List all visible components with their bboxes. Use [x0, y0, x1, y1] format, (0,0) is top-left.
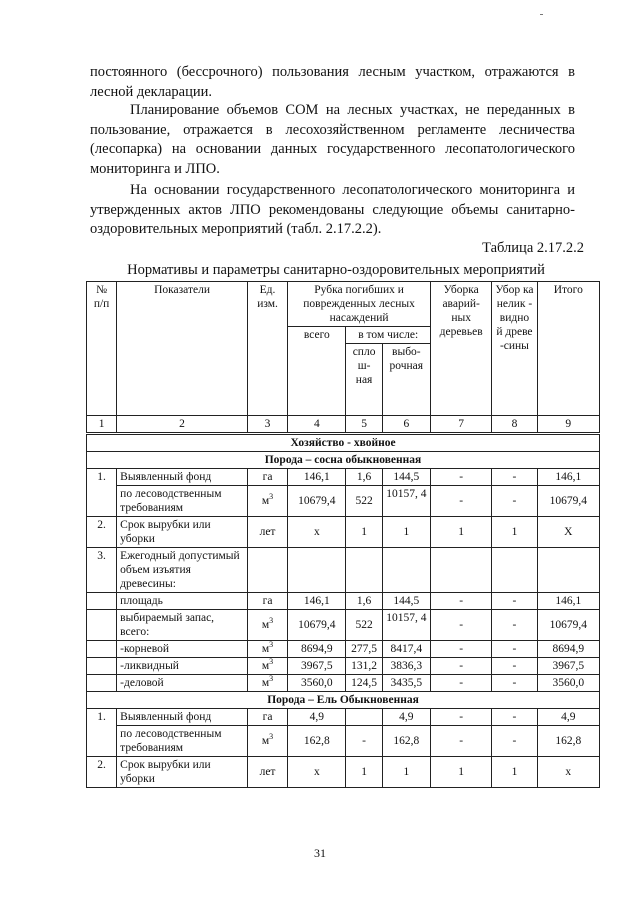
clearing-cell: -	[430, 469, 491, 486]
header-clearing: Уборка аварий- ных деревьев	[430, 282, 491, 416]
empty-cell	[492, 548, 537, 593]
column-number: 8	[492, 416, 537, 434]
selective-cell: 144,5	[382, 593, 430, 610]
row-label: выбираемый запас, всего:	[117, 610, 248, 641]
empty-cell	[430, 548, 491, 593]
table-row	[87, 757, 600, 788]
row-label: площадь	[117, 593, 248, 610]
cleanup-cell: -	[492, 610, 537, 641]
cleanup-cell: -	[492, 641, 537, 658]
total-cell: 8694,9	[288, 641, 346, 658]
total-cell: х	[288, 517, 346, 548]
row-label: по лесоводственным требованиям	[117, 726, 248, 757]
selective-cell: 1	[382, 757, 430, 788]
sum-cell: Х	[537, 517, 599, 548]
clearing-cell: 1	[430, 517, 491, 548]
paragraph-2: Планирование объемов СОМ на лесных участках, не переданных в пользование, отражается в лесохозяйственном регламенте лесничества (лесопарка) на основании данных государственного лесопатологического мониторинга и ЛПО.	[90, 102, 575, 177]
cleanup-cell: 1	[492, 517, 537, 548]
selective-cell: 3435,5	[382, 675, 430, 692]
total-cell: 3560,0	[288, 675, 346, 692]
scan-mark	[540, 14, 543, 15]
unit-cell: $м^3$	[247, 675, 287, 692]
clearing-cell: -	[430, 726, 491, 757]
clear-cell: 1,6	[346, 593, 382, 610]
row-label: Ежегодный допустимый объем изъятия древесины:	[117, 548, 248, 593]
cleanup-cell: -	[492, 709, 537, 726]
unit-cell: $м^3$	[247, 726, 287, 757]
table-row	[87, 641, 600, 658]
clear-cell: 522	[346, 486, 382, 517]
clear-cell: 522	[346, 610, 382, 641]
total-cell: 4,9	[288, 709, 346, 726]
clearing-cell: -	[430, 610, 491, 641]
header-selective: выбо- рочная	[382, 344, 430, 416]
unit-cell: лет	[247, 517, 287, 548]
cleanup-cell: -	[492, 469, 537, 486]
section-pine: Порода – сосна обыкновенная	[87, 452, 600, 469]
table-row	[87, 658, 600, 675]
table-row	[87, 610, 600, 641]
row-label: -ликвидный	[117, 658, 248, 675]
table-row	[87, 469, 600, 486]
page-number: 31	[314, 846, 326, 860]
clear-cell: 1	[346, 517, 382, 548]
section-row	[87, 452, 600, 469]
selective-cell: 1	[382, 517, 430, 548]
sum-cell: 3560,0	[537, 675, 599, 692]
norms-table	[86, 281, 600, 788]
cleanup-cell: -	[492, 726, 537, 757]
unit-cell: $м^3$	[247, 641, 287, 658]
total-cell: 146,1	[288, 593, 346, 610]
table-title: Нормативы и параметры санитарно-оздоровительных мероприятий	[127, 262, 545, 278]
clear-cell	[346, 709, 382, 726]
column-number: 9	[537, 416, 599, 434]
clear-cell: 131,2	[346, 658, 382, 675]
section-farm: Хозяйство - хвойное	[87, 434, 600, 452]
sum-cell: 146,1	[537, 593, 599, 610]
total-cell: 10679,4	[288, 610, 346, 641]
total-cell: 162,8	[288, 726, 346, 757]
section-row	[87, 692, 600, 709]
total-cell: х	[288, 757, 346, 788]
selective-cell: 144,5	[382, 469, 430, 486]
clearing-cell: -	[430, 486, 491, 517]
row-num	[87, 675, 117, 692]
column-number: 2	[117, 416, 248, 434]
table-caption: Таблица 2.17.2.2	[482, 240, 584, 256]
unit-cell: га	[247, 469, 287, 486]
row-label: -деловой	[117, 675, 248, 692]
row-label: по лесоводственным требованиям	[117, 486, 248, 517]
clear-cell: 1,6	[346, 469, 382, 486]
selective-cell: 3836,3	[382, 658, 430, 675]
sum-cell: 3967,5	[537, 658, 599, 675]
table-row	[87, 709, 600, 726]
paragraph-3: На основании государственного лесопатологического мониторинга и утвержденных актов ЛПО рекомендованы следующие объемы санитарно-оздоровительных мероприятий (табл. 2.17.2.2).	[90, 182, 575, 237]
sum-cell: 10679,4	[537, 486, 599, 517]
empty-cell	[346, 548, 382, 593]
selective-cell: 10157, 4	[382, 610, 430, 641]
header-num: № п/п	[87, 282, 117, 416]
header-unit: Ед. изм.	[247, 282, 287, 416]
header-clear: спло ш- ная	[346, 344, 382, 416]
column-number: 1	[87, 416, 117, 434]
row-num: 2.	[87, 757, 117, 788]
empty-cell	[247, 548, 287, 593]
unit-cell: лет	[247, 757, 287, 788]
row-num: 1.	[87, 469, 117, 517]
clear-cell: 277,5	[346, 641, 382, 658]
row-label: -корневой	[117, 641, 248, 658]
row-num: 1.	[87, 709, 117, 757]
unit-cell: га	[247, 593, 287, 610]
unit-cell: га	[247, 709, 287, 726]
column-number: 7	[430, 416, 491, 434]
section-spruce: Порода – Ель Обыкновенная	[87, 692, 600, 709]
table-row	[87, 675, 600, 692]
sum-cell: 4,9	[537, 709, 599, 726]
cleanup-cell: -	[492, 658, 537, 675]
row-num	[87, 641, 117, 658]
empty-cell	[288, 548, 346, 593]
selective-cell: 4,9	[382, 709, 430, 726]
total-cell: 146,1	[288, 469, 346, 486]
clear-cell: 1	[346, 757, 382, 788]
section-row	[87, 434, 600, 452]
column-number: 4	[288, 416, 346, 434]
sum-cell: х	[537, 757, 599, 788]
clearing-cell: -	[430, 658, 491, 675]
sum-cell: 8694,9	[537, 641, 599, 658]
column-number: 5	[346, 416, 382, 434]
empty-cell	[382, 548, 430, 593]
header-cleanup: Убор ка нелик - видно й древе -сины	[492, 282, 537, 416]
row-label: Срок вырубки или уборки	[117, 757, 248, 788]
cleanup-cell: -	[492, 486, 537, 517]
clearing-cell: 1	[430, 757, 491, 788]
clearing-cell: -	[430, 593, 491, 610]
selective-cell: 162,8	[382, 726, 430, 757]
row-num: 3.	[87, 548, 117, 593]
header-row	[87, 282, 600, 327]
table-row	[87, 593, 600, 610]
selective-cell: 8417,4	[382, 641, 430, 658]
row-label: Выявленный фонд	[117, 709, 248, 726]
clear-cell: -	[346, 726, 382, 757]
column-number: 6	[382, 416, 430, 434]
cleanup-cell: -	[492, 593, 537, 610]
row-num: 2.	[87, 517, 117, 548]
header-including: в том числе:	[346, 327, 430, 344]
unit-cell: $м^3$	[247, 486, 287, 517]
clearing-cell: -	[430, 675, 491, 692]
header-indicators: Показатели	[117, 282, 248, 416]
row-label: Выявленный фонд	[117, 469, 248, 486]
header-cutting: Рубка погибших и поврежденных лесных насаждений	[288, 282, 431, 327]
selective-cell: 10157, 4	[382, 486, 430, 517]
cleanup-cell: -	[492, 675, 537, 692]
sum-cell: 146,1	[537, 469, 599, 486]
column-number: 3	[247, 416, 287, 434]
unit-cell: $м^3$	[247, 658, 287, 675]
column-number-row	[87, 416, 600, 434]
header-itogo: Итого	[537, 282, 599, 416]
empty-cell	[537, 548, 599, 593]
table-row	[87, 726, 600, 757]
paragraph-1: постоянного (бессрочного) пользования лесным участком, отражаются в лесной декларации.	[90, 64, 575, 100]
row-num	[87, 610, 117, 641]
clear-cell: 124,5	[346, 675, 382, 692]
table-row	[87, 517, 600, 548]
total-cell: 10679,4	[288, 486, 346, 517]
row-label: Срок вырубки или уборки	[117, 517, 248, 548]
clearing-cell: -	[430, 641, 491, 658]
table-row	[87, 548, 600, 593]
header-total-cut: всего	[288, 327, 346, 416]
row-num	[87, 593, 117, 610]
total-cell: 3967,5	[288, 658, 346, 675]
unit-cell: $м^3$	[247, 610, 287, 641]
clearing-cell: -	[430, 709, 491, 726]
sum-cell: 10679,4	[537, 610, 599, 641]
cleanup-cell: 1	[492, 757, 537, 788]
table-row	[87, 486, 600, 517]
row-num	[87, 658, 117, 675]
sum-cell: 162,8	[537, 726, 599, 757]
